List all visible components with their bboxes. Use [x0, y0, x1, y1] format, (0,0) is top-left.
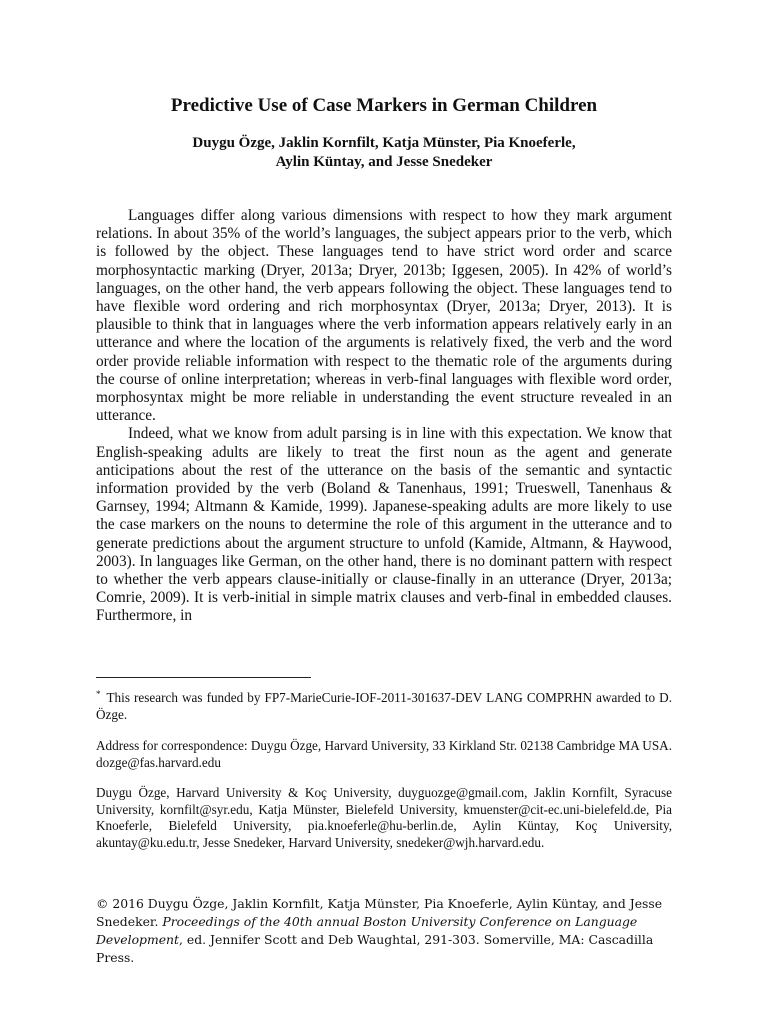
footnote-separator [96, 677, 311, 678]
paper-page [96, 0, 672, 1024]
paragraph-1: Languages differ along various dimensions with respect to how they mark argument relations. In about 35% of the world’s languages, the subject appears prior to the verb, which is followed by the object. These languages tend to have strict word order and scarce morphosyntactic marking (Dryer, 2013a; Dryer, 2013b; Iggesen, 2005). In 42% of world’s languages, on the other hand, the verb appears following the object. These languages tend to have flexible word ordering and rich morphosyntax (Dryer, 2013a; Dryer, 2013). It is plausible to think that in languages where the verb information appears relatively early in an utterance and where the location of the arguments is relatively fixed, the verb and the word order provide reliable information with respect to the thematic role of the arguments during the course of online interpretation; whereas in verb-final languages with flexible word order, morphosyntax might be more reliable in understanding the event structure revealed in an utterance. [96, 207, 672, 425]
author-line-1: Duygu Özge, Jaklin Kornfilt, Katja Münster, Pia Knoeferle, [192, 135, 576, 151]
footnote-correspondence: Address for correspondence: Duygu Özge, Harvard University, 33 Kirkland Str. 02138 Cambridge MA USA. dozge@fas.harvard.edu [96, 738, 672, 770]
footnote-funding [96, 686, 672, 723]
author-list [96, 134, 672, 172]
copyright-suffix: , ed. Jennifer Scott and Deb Waughtal, 291-303. Somerville, MA: Cascadilla Press. [96, 932, 654, 965]
copyright-prefix: © 2016 Duygu Özge, Jaklin Kornfilt, Katja Münster, Pia Knoeferle, Aylin Küntay, and Jesse Snedeker. [96, 896, 663, 929]
body-text [96, 207, 672, 626]
footnote-affiliations: Duygu Özge, Harvard University & Koç University, duyguozge@gmail.com, Jaklin Kornfilt, Syracuse University, kornfilt@syr.edu, Katja Münster, Bielefeld University, kmuenster@cit-ec.uni-bielefeld.de, Pia Knoeferle, Bielefeld University, pia.knoeferle@hu-berlin.de, Aylin Küntay, Koç University, akuntay@ku.edu.tr, Jesse Snedeker, Harvard University, snedeker@wjh.harvard.edu. [96, 785, 672, 850]
paper-title: Predictive Use of Case Markers in German Children [170, 95, 598, 116]
copyright-notice [96, 895, 672, 967]
paragraph-2: Indeed, what we know from adult parsing is in line with this expectation. We know that English-speaking adults are likely to treat the first noun as the agent and generate anticipations about the rest of the utterance on the basis of the semantic and syntactic information provided by the verb (Boland & Tanenhaus, 1991; Trueswell, Tanenhaus & Garnsey, 1994; Altmann & Kamide, 1999). Japanese-speaking adults are more likely to use the case markers on the nouns to determine the role of this argument in the utterance and to generate predictions about the argument structure to unfold (Kamide, Altmann, & Haywood, 2003). In languages like German, on the other hand, there is no dominant pattern with respect to whether the verb appears clause-initially or clause-finally in an utterance (Dryer, 2013a; Comrie, 2009). It is verb-initial in simple matrix clauses and verb-final in embedded clauses. Furthermore, in [96, 425, 672, 625]
proceedings-title: Proceedings of the 40th annual Boston University Conference on Language Development [96, 914, 638, 947]
footnote-funding-text: This research was funded by FP7-MarieCurie-IOF-2011-301637-DEV LANG COMPRHN awarded to D. Özge. [96, 690, 672, 722]
footnote-marker: * [96, 689, 101, 699]
author-line-2: Aylin Küntay, and Jesse Snedeker [275, 154, 493, 170]
